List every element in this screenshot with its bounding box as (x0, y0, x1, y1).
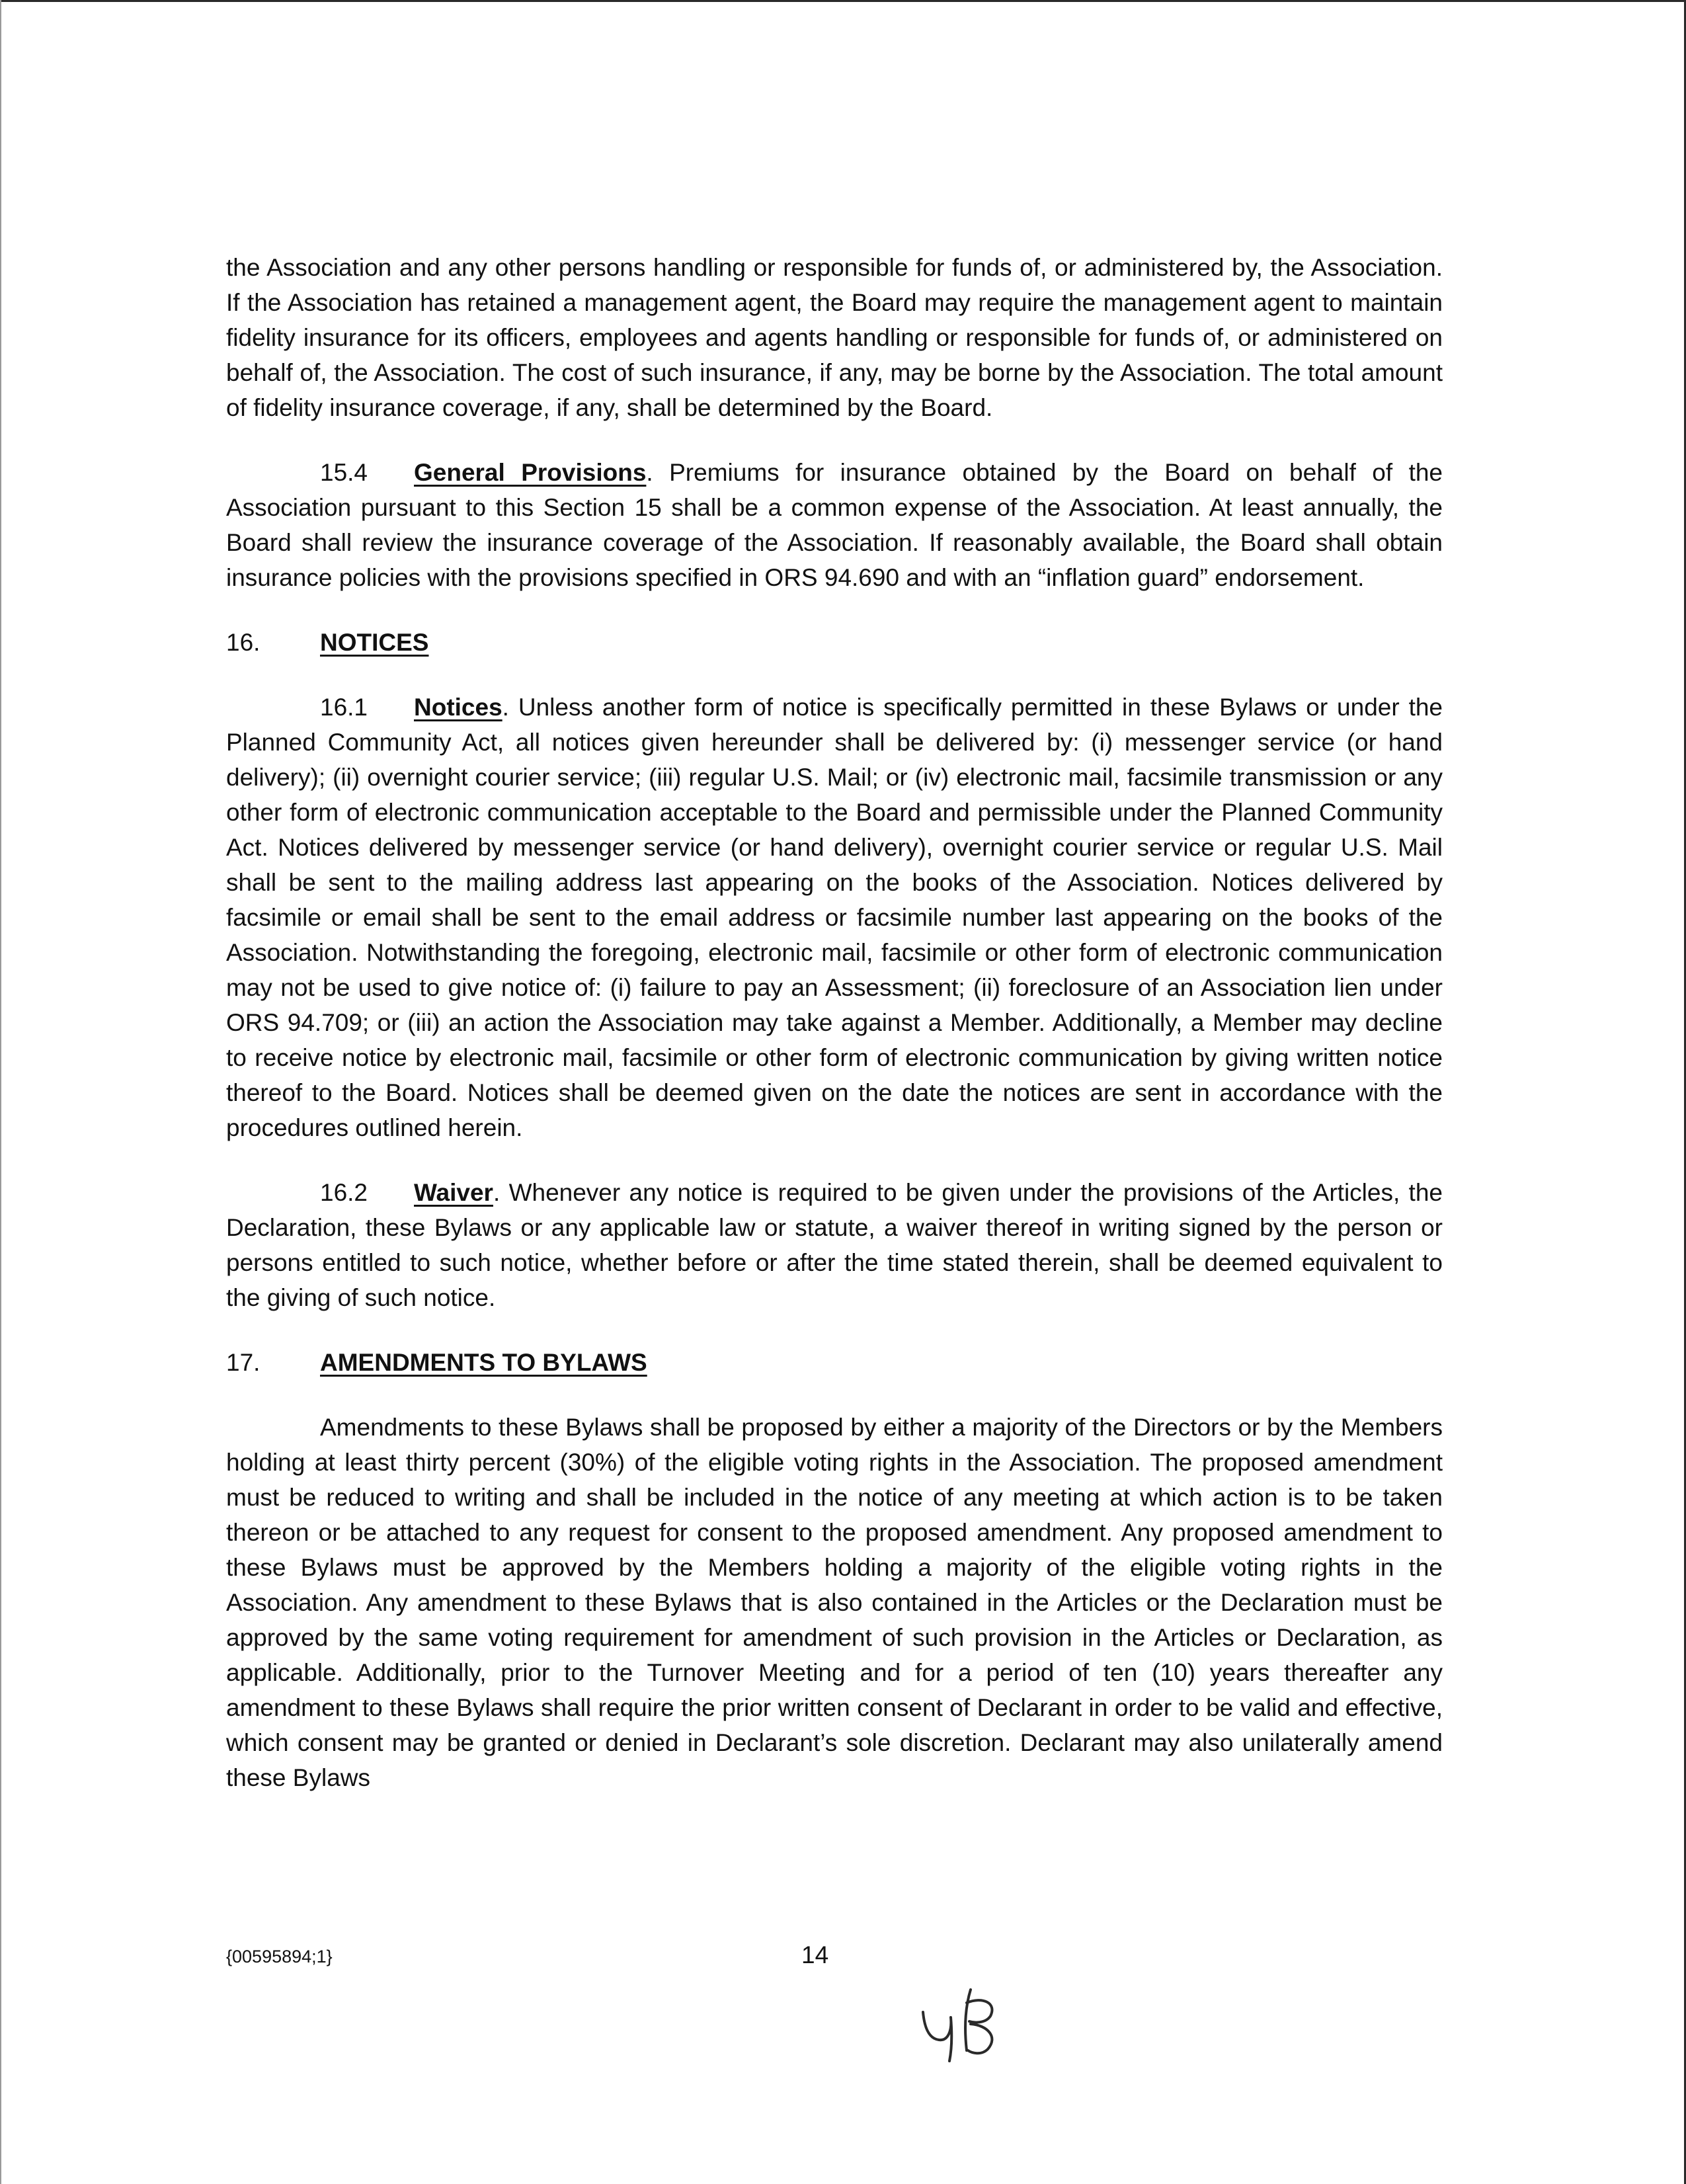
handwritten-initials (919, 1987, 1012, 2066)
heading-16-notices (226, 625, 1443, 660)
document-body (226, 250, 1443, 1825)
paragraph-fidelity-insurance: the Association and any other persons handling or responsible for funds of, or administered by, the Association. If the Association has retained a management agent, the Board may require the management agent to maintain fidelity insurance for its officers, employees and agents handling or responsible for funds of, or administered on behalf of, the Association. The cost of such insurance, if any, may be borne by the Association. The total amount of fidelity insurance coverage, if any, shall be determined by the Board. (226, 254, 1443, 421)
section-number: 16.2 (320, 1179, 368, 1206)
heading-17-amendments (226, 1345, 1443, 1380)
heading-title: AMENDMENTS TO BYLAWS (320, 1349, 647, 1376)
section-text: Unless another form of notice is specifically permitted in these Bylaws or under the Planned Community Act, all notices given hereunder shall be delivered by: (i) messenger service (or hand delivery); (ii) overnight courier service; (iii) regular U.S. Mail; or (iv) electronic mail, facsimile transmission or any other form of electronic communication acceptable to the Board and permissible under the Planned Community Act. Notices delivered by messenger service (or hand delivery), overnight courier service or regular U.S. Mail shall be sent to the mailing address last appearing on the books of the Association. Notices delivered by facsimile or email shall be sent to the email address or facsimile number last appearing on the books of the Association. Notwithstanding the foregoing, electronic mail, facsimile or other form of electronic communication may not be used to give notice of: (i) failure to pay an Assessment; (ii) foreclosure of an Association lien under ORS 94.709; or (iii) an action the Association may take against a Member. Additionally, a Member may decline to receive notice by electronic mail, facsimile or other form of electronic communication by giving written notice thereof to the Board. Notices shall be deemed given on the date the notices are sent in accordance with the procedures outlined herein. (226, 694, 1443, 1141)
page-frame-left-edge (0, 0, 1, 2184)
section-caption: Notices (414, 694, 502, 721)
section-16-2: 16.2 Waiver. Whenever any notice is required to be given under the provisions of the Articles, the Declaration, these Bylaws or any applicable law or statute, a waiver thereof in writing signed by the person or persons entitled to such notice, whether before or after the time stated therein, shall be deemed equivalent to the giving of such notice. (226, 1175, 1443, 1315)
heading-number: 16. (226, 629, 261, 656)
footer-page-number: 14 (801, 1941, 829, 1968)
heading-number: 17. (226, 1349, 261, 1376)
section-caption: General Provisions (414, 459, 647, 486)
paragraph-amendments: Amendments to these Bylaws shall be proposed by either a majority of the Directors or by the Members holding at least thirty percent (30%) of the eligible voting rights in the Association. The proposed amendment must be reduced to writing and shall be included in the notice of any meeting at which action is to be taken thereon or be attached to any request for consent to the proposed amendment. Any proposed amendment to these Bylaws must be approved by the Members holding a majority of the eligible voting rights in the Association. Any amendment to these Bylaws that is also contained in the Articles or the Declaration must be approved by the same voting requirement for amendment of such provision in the Articles or Declaration, as applicable. Additionally, prior to the Turnover Meeting and for a period of ten (10) years thereafter any amendment to these Bylaws shall require the prior written consent of Declarant in order to be valid and effective, which consent may be granted or denied in Declarant’s sole discretion. Declarant may also unilaterally amend these Bylaws (226, 1414, 1443, 1791)
section-number: 16.1 (320, 694, 368, 721)
section-caption: Waiver (414, 1179, 493, 1206)
heading-title: NOTICES (320, 629, 429, 656)
section-text: Premiums for insurance obtained by the Board on behalf of the Association pursuant to this Section 15 shall be a common expense of the Association. At least annually, the Board shall review the insurance coverage of the Association. If reasonably available, the Board shall obtain insurance policies with the provisions specified in ORS 94.690 and with an “inflation guard” endorsement. (226, 459, 1443, 591)
initial-stroke-y (923, 2012, 951, 2061)
section-15-4: 15.4 General Provisions. Premiums for insurance obtained by the Board on behalf of the Association pursuant to this Section 15 shall be a common expense of the Association. At least annually, the Board shall review the insurance coverage of the Association. If reasonably available, the Board shall obtain insurance policies with the provisions specified in ORS 94.690 and with an “inflation guard” endorsement. (226, 455, 1443, 595)
initial-stroke-b (965, 1990, 992, 2053)
section-16-1: 16.1 Notices. Unless another form of notice is specifically permitted in these Bylaws or under the Planned Community Act, all notices given hereunder shall be delivered by: (i) messenger service (or hand delivery); (ii) overnight courier service; (iii) regular U.S. Mail; or (iv) electronic mail, facsimile transmission or any other form of electronic communication acceptable to the Board and permissible under the Planned Community Act. Notices delivered by messenger service (or hand delivery), overnight courier service or regular U.S. Mail shall be sent to the mailing address last appearing on the books of the Association. Notices delivered by facsimile or email shall be sent to the email address or facsimile number last appearing on the books of the Association. Notwithstanding the foregoing, electronic mail, facsimile or other form of electronic communication may not be used to give notice of: (i) failure to pay an Assessment; (ii) foreclosure of an Association lien under ORS 94.709; or (iii) an action the Association may take against a Member. Additionally, a Member may decline to receive notice by electronic mail, facsimile or other form of electronic communication by giving written notice thereof to the Board. Notices shall be deemed given on the date the notices are sent in accordance with the procedures outlined herein. (226, 690, 1443, 1145)
footer-document-id: {00595894;1} (226, 1947, 333, 1966)
section-text: Whenever any notice is required to be given under the provisions of the Articles, the Declaration, these Bylaws or any applicable law or statute, a waiver thereof in writing signed by the person or persons entitled to such notice, whether before or after the time stated therein, shall be deemed equivalent to the giving of such notice. (226, 1179, 1443, 1311)
page-frame-top-edge (0, 0, 1686, 2)
section-number: 15.4 (320, 459, 368, 486)
